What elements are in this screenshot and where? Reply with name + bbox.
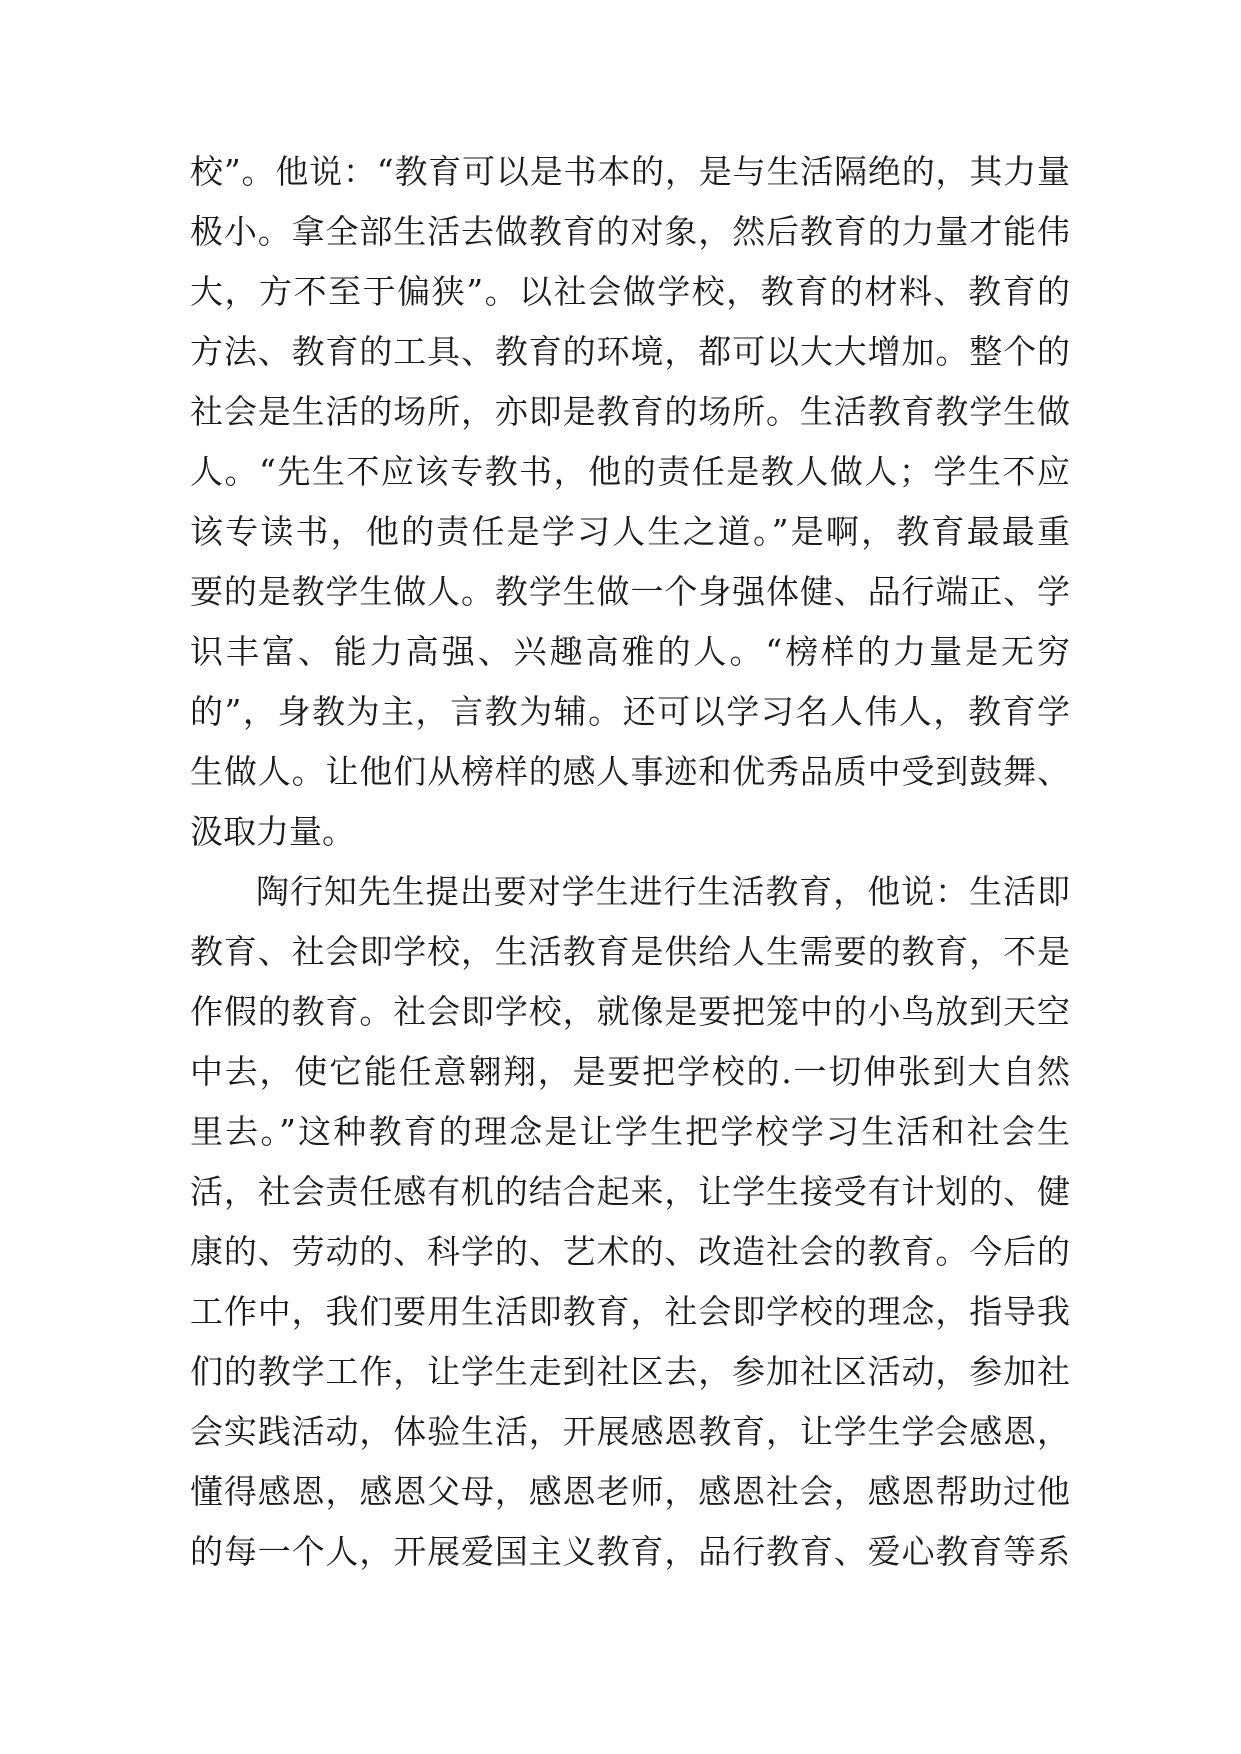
text-line: 生做人。让他们从榜样的感人事迹和优秀品质中受到鼓舞、 [190,752,1070,791]
text-line: 里去。”这种教育的理念是让学生把学校学习生活和社会生 [190,1112,1070,1151]
text-line: 识丰富、能力高强、兴趣高雅的人。“榜样的力量是无穷 [190,632,1070,671]
text-line: 教育、社会即学校，生活教育是供给人生需要的教育，不是 [190,932,1070,971]
text-line: 极小。拿全部生活去做教育的对象，然后教育的力量才能伟 [190,212,1070,251]
text-line: 要的是教学生做人。教学生做一个身强体健、品行端正、学 [190,572,1070,611]
text-line: 懂得感恩，感恩父母，感恩老师，感恩社会，感恩帮助过他 [190,1472,1070,1511]
text-line: 中去，使它能任意翱翔，是要把学校的.一切伸张到大自然 [190,1052,1070,1091]
text-line: 工作中，我们要用生活即教育，社会即学校的理念，指导我 [190,1292,1070,1331]
text-line: 的”，身教为主，言教为辅。还可以学习名人伟人，教育学 [190,692,1070,731]
text-line: 方法、教育的工具、教育的环境，都可以大大增加。整个的 [190,332,1070,371]
text-line: 陶行知先生提出要对学生进行生活教育，他说：生活即 [256,872,1070,911]
text-line: 会实践活动，体验生活，开展感恩教育，让学生学会感恩， [190,1412,1070,1451]
text-line: 大，方不至于偏狭”。以社会做学校，教育的材料、教育的 [190,272,1070,311]
text-line: 汲取力量。 [190,812,355,851]
text-line: 的每一个人，开展爱国主义教育，品行教育、爱心教育等系 [190,1532,1070,1571]
text-line: 作假的教育。社会即学校，就像是要把笼中的小鸟放到天空 [190,992,1070,1031]
text-line: 人。“先生不应该专教书，他的责任是教人做人；学生不应 [190,452,1070,491]
text-line: 活，社会责任感有机的结合起来，让学生接受有计划的、健 [190,1172,1070,1211]
text-line: 该专读书，他的责任是学习人生之道。”是啊，教育最最重 [190,512,1070,551]
text-line: 康的、劳动的、科学的、艺术的、改造社会的教育。今后的 [190,1232,1070,1271]
text-line: 社会是生活的场所，亦即是教育的场所。生活教育教学生做 [190,392,1070,431]
text-line: 们的教学工作，让学生走到社区去，参加社区活动，参加社 [190,1352,1070,1391]
text-line: 校”。他说：“教育可以是书本的，是与生活隔绝的，其力量 [190,152,1070,191]
